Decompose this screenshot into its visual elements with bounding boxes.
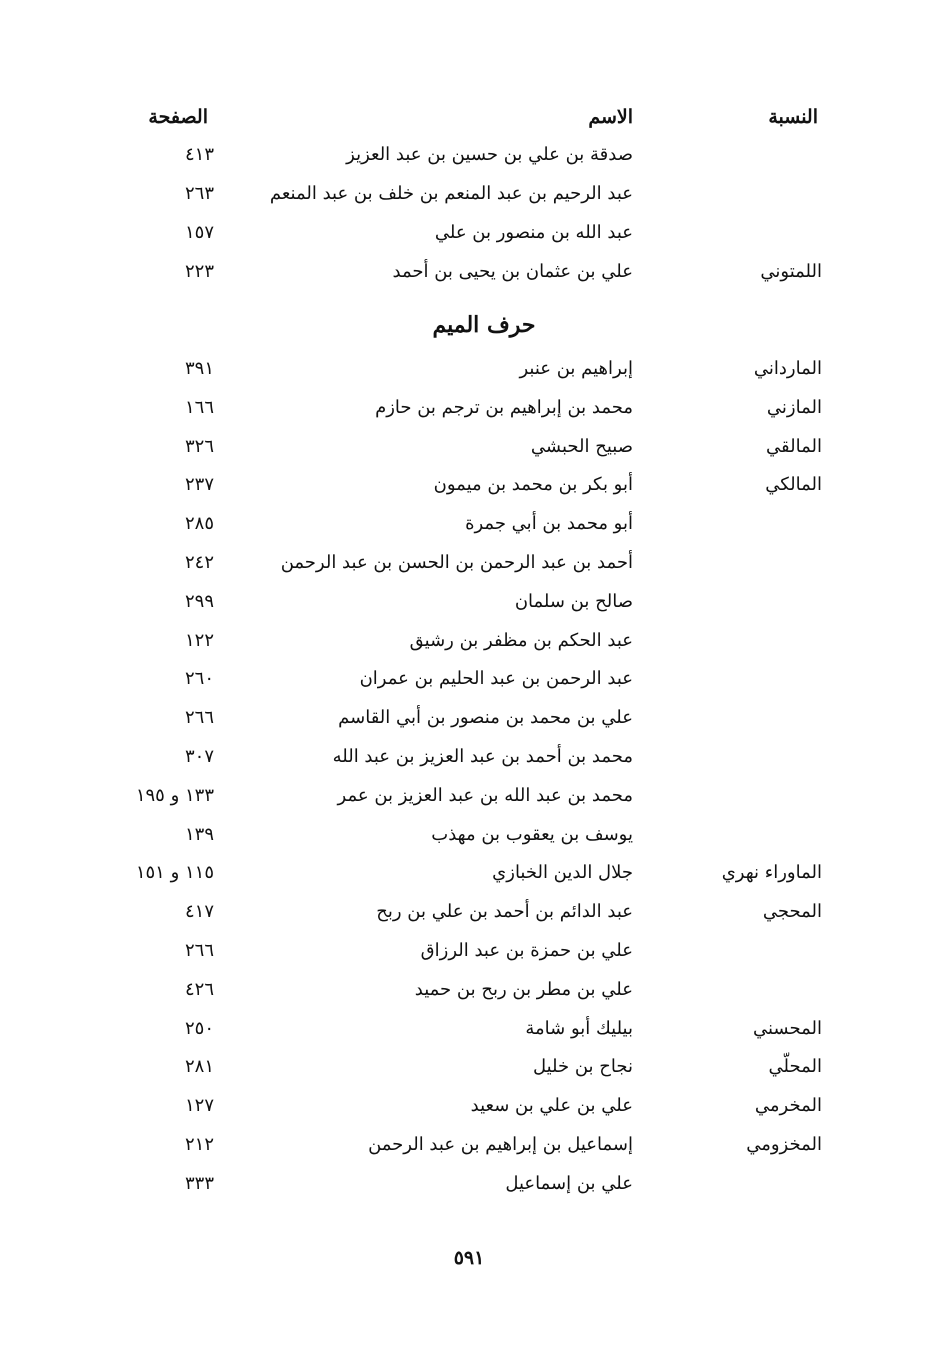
index-row	[0, 222, 938, 254]
index-row	[0, 668, 938, 700]
section-title: حرف الميم	[432, 312, 536, 338]
index-row	[0, 707, 938, 739]
row-page: ٢٣٧	[184, 474, 214, 496]
row-name: يوسف بن يعقوب بن مهذب	[431, 823, 633, 845]
row-page: ٤٢٦	[184, 978, 214, 1000]
index-row	[0, 979, 938, 1011]
index-row	[0, 1056, 938, 1088]
row-name: علي بن محمد بن منصور بن أبي القاسم	[338, 707, 633, 729]
row-name: عبد الرحيم بن عبد المنعم بن خلف بن عبد المنعم	[269, 183, 633, 204]
row-name: نجاح بن خليل	[532, 1056, 633, 1078]
row-name: عبد الحكم بن مظفر بن رشيق	[409, 629, 633, 651]
row-page: ١٣٩	[184, 823, 214, 845]
row-page: ٢٩٩	[184, 590, 214, 612]
row-page: ٢٥٠	[184, 1017, 214, 1039]
index-row	[0, 630, 938, 662]
row-name: علي بن علي بن سعيد	[470, 1095, 633, 1117]
row-nisba: اللمتوني	[760, 261, 822, 282]
row-page: ٢١٢	[184, 1134, 214, 1155]
row-page: ٢٤٢	[184, 552, 214, 573]
index-row	[0, 746, 938, 778]
row-page: ١٥٧	[184, 222, 214, 243]
row-nisba: المالقي	[766, 435, 822, 457]
row-name: علي بن مطر بن ربح بن حميد	[414, 978, 633, 1000]
row-page: ٣٣٣	[184, 1172, 214, 1194]
row-nisba: المحسني	[752, 1017, 822, 1039]
row-name: جلال الدين الخبازي	[492, 862, 633, 884]
row-nisba: المخزومي	[746, 1134, 822, 1155]
row-name: صالح بن سلمان	[514, 590, 633, 612]
row-nisba: المارداني	[753, 358, 822, 379]
row-name: علي بن إسماعيل	[505, 1172, 633, 1194]
row-name: عبد الرحمن بن عبد الحليم بن عمران	[359, 668, 633, 690]
index-row	[0, 397, 938, 429]
index-row	[0, 436, 938, 468]
index-row	[0, 513, 938, 545]
index-row	[0, 144, 938, 176]
index-row	[0, 1018, 938, 1050]
index-row	[0, 1095, 938, 1127]
header-page: الصفحة	[148, 106, 208, 128]
index-row	[0, 358, 938, 390]
row-page: ٣٠٧	[184, 746, 214, 767]
row-nisba: المالكي	[765, 474, 822, 496]
row-page: ٢٦٠	[184, 668, 214, 690]
index-row	[0, 1173, 938, 1205]
row-name: صدقة بن علي بن حسين بن عبد العزيز	[346, 144, 633, 165]
index-row	[0, 901, 938, 933]
row-nisba: الماوراء نهري	[721, 862, 822, 884]
index-row	[0, 591, 938, 623]
row-name: محمد بن عبد الله بن عبد العزيز بن عمر	[337, 784, 633, 806]
row-name: محمد بن أحمد بن عبد العزيز بن عبد الله	[332, 746, 633, 767]
row-page: ٢٦٣	[184, 183, 214, 204]
page-number: ٥٩١	[453, 1247, 485, 1269]
table-header	[0, 106, 938, 136]
index-row	[0, 552, 938, 584]
row-page: ٢٨٥	[184, 513, 214, 535]
row-page: ٢٨١	[184, 1056, 214, 1078]
row-page: ٤١٧	[184, 901, 214, 923]
row-page: ١١٥ و ١٥١	[135, 862, 214, 884]
row-page: ٢٦٦	[184, 707, 214, 729]
row-page: ٣٩١	[184, 358, 214, 379]
row-page: ١٣٣ و ١٩٥	[135, 784, 214, 806]
index-row	[0, 824, 938, 856]
row-name: علي بن عثمان بن يحيى بن أحمد	[392, 261, 633, 282]
row-name: عبد الله بن منصور بن علي	[434, 222, 633, 243]
row-name: عبد الدائم بن أحمد بن علي بن ربح	[376, 901, 633, 923]
row-name: بيليك أبو شامة	[525, 1017, 633, 1039]
row-name: أحمد بن عبد الرحمن بن الحسن بن عبد الرحمن	[280, 552, 633, 573]
row-page: ٤١٣	[184, 144, 214, 165]
header-nisba: النسبة	[768, 106, 818, 128]
index-row	[0, 862, 938, 894]
index-row	[0, 183, 938, 215]
row-page: ٢٢٣	[184, 261, 214, 282]
row-page: ٢٦٦	[184, 940, 214, 961]
index-row	[0, 1134, 938, 1166]
row-nisba: المحجي	[762, 901, 822, 923]
row-name: أبو محمد بن أبي جمرة	[465, 513, 633, 535]
index-row	[0, 474, 938, 506]
row-name: صبيح الحبشي	[530, 435, 633, 457]
row-name: أبو بكر بن محمد بن ميمون	[433, 474, 633, 496]
row-page: ١٦٦	[184, 396, 214, 418]
index-row	[0, 785, 938, 817]
row-page: ١٢٧	[184, 1095, 214, 1117]
row-name: علي بن حمزة بن عبد الرزاق	[420, 940, 633, 961]
row-nisba: المازني	[766, 396, 822, 418]
index-row	[0, 940, 938, 972]
row-nisba: المحلّي	[768, 1056, 822, 1078]
row-page: ٣٢٦	[184, 435, 214, 457]
row-name: إسماعيل بن إبراهيم بن عبد الرحمن	[368, 1134, 633, 1155]
row-page: ١٢٢	[184, 629, 214, 651]
row-name: محمد بن إبراهيم بن ترجم بن حازم	[375, 396, 633, 418]
index-row	[0, 261, 938, 293]
row-nisba: المخرمي	[754, 1095, 822, 1117]
row-name: إبراهيم بن عنبر	[519, 358, 633, 379]
header-name: الاسم	[588, 106, 633, 128]
